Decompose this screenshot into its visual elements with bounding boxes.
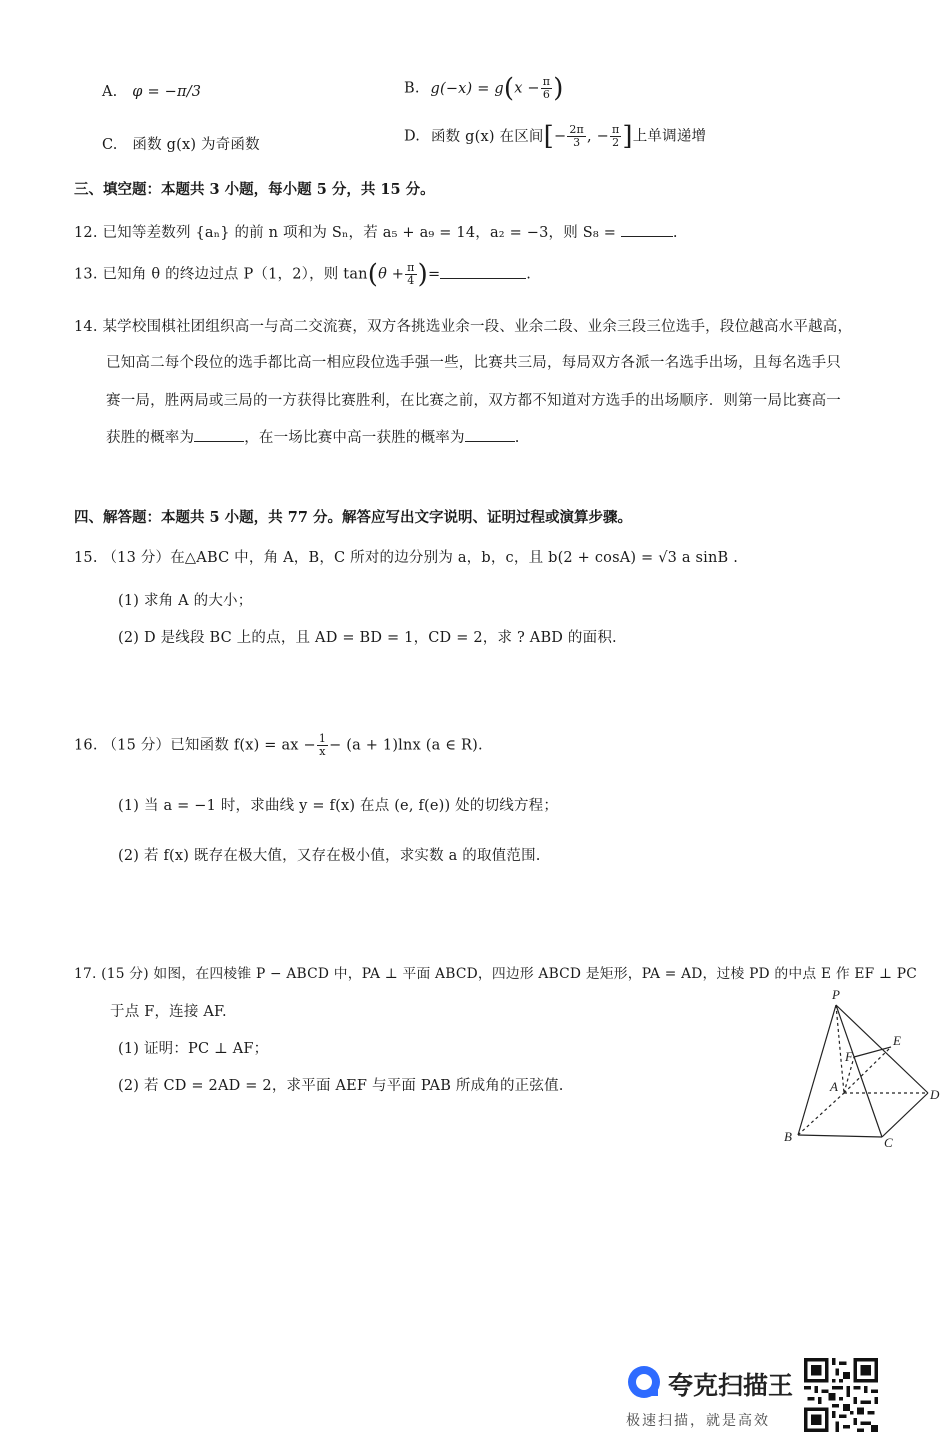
option-b: B. g(−x) = g(x − $\frac{\pi}{6}$ ): [404, 73, 564, 104]
option-d-frac1-den: 3: [573, 136, 581, 149]
question-14-text-4b: ，在一场比赛中高一获胜的概率为: [244, 430, 465, 446]
answer-blank[interactable]: [194, 429, 244, 442]
option-c-text: 函数 g(x) 为奇函数: [132, 137, 260, 153]
question-16-frac-den: x: [319, 745, 326, 758]
question-14-line-1: [74, 315, 852, 336]
question-16-part-1: (1) 当 a = −1 时，求曲线 y = f(x) 在点 (e, f(e)) 处的切线方程；: [118, 798, 559, 814]
question-16-text-post: − (a + 1)lnx (a ∈ R).: [329, 737, 483, 754]
option-b-lhs: g(−x) = g: [430, 80, 504, 97]
question-13-equals: =: [427, 266, 441, 283]
question-16-head: [74, 733, 483, 758]
label-b: B: [784, 1129, 792, 1144]
question-17-part-1: (1) 证明：PC ⊥ AF；: [118, 1041, 269, 1057]
answer-blank[interactable]: [621, 224, 673, 237]
option-c: [102, 133, 260, 154]
scanner-logo-icon: [626, 1364, 662, 1400]
option-b-inner: x −: [514, 80, 540, 97]
question-14-text-4c: .: [514, 430, 520, 446]
label-a: A: [830, 1079, 838, 1094]
option-a: [102, 84, 201, 100]
question-15-part-2: (2) D 是线段 BC 上的点，且 AD = BD = 1，CD = 2，求 ? ABD 的面积.: [118, 630, 617, 646]
answer-blank[interactable]: [440, 266, 526, 279]
question-12: [74, 221, 678, 242]
question-14-text-4a: 获胜的概率为: [106, 430, 195, 446]
question-14-number: 14.: [74, 319, 98, 335]
question-14-line-2: 已知高二每个段位的选手都比高一相应段位选手强一些，比赛共三局，每局双方各派一名选手出场，且每名选手只: [106, 355, 841, 371]
label-e: E: [893, 1033, 901, 1048]
question-15-head: 15. （13 分）在△ABC 中，角 A，B，C 所对的边分别为 a，b，c，且 b(2 + cosA) = √3 a sinB .: [74, 550, 739, 566]
option-d: D. 函数 g(x) 在区间[− $\frac{2\pi}{3}$ , − $\frac{\pi}{2}$ ]上单调递增: [404, 121, 707, 152]
option-b-frac-den: 6: [542, 88, 551, 101]
question-17-part-2: (2) 若 CD = 2AD = 2，求平面 AEF 与平面 PAB 所成角的正弦值.: [118, 1078, 564, 1094]
question-14-line-4: [106, 426, 520, 447]
question-13-frac-num: π: [407, 261, 415, 274]
qr-code-icon: [804, 1358, 878, 1432]
question-16-part-2: (2) 若 f(x) 既存在极大值，又存在极小值，求实数 a 的取值范围.: [118, 848, 541, 864]
section-3-title: 三、填空题：本题共 3 小题，每小题 5 分，共 15 分。: [74, 181, 435, 198]
question-13-inner: θ +: [378, 266, 405, 283]
label-d: D: [930, 1087, 940, 1102]
question-16-text-pre: 16. （15 分）已知函数 f(x) = ax −: [74, 737, 316, 754]
edge-pc: [836, 1005, 882, 1137]
question-12-number: 12.: [74, 225, 98, 241]
edge-bc: [798, 1135, 882, 1137]
edge-ba: [798, 1093, 844, 1135]
option-b-frac-num: π: [542, 75, 551, 88]
question-17-line-2: 于点 F，连接 AF.: [110, 1004, 227, 1020]
answer-blank[interactable]: [465, 429, 515, 442]
question-14-text-1: 某学校围棋社团组织高一与高二交流赛，双方各挑选业余一段、业余二段、业余三段三位选手，段位越高水平越高，: [102, 319, 853, 335]
option-c-label: C.: [102, 137, 118, 153]
scanner-tagline: 极速扫描，就是高效: [626, 1413, 770, 1429]
option-d-label: D.: [404, 128, 421, 145]
question-13-number: 13.: [74, 266, 98, 283]
edge-cd: [882, 1093, 928, 1137]
question-12-text: 已知等差数列 {aₙ} 的前 n 项和为 Sₙ，若 a₅ + a₉ = 14，a₂ = −3，则 S₈ =: [102, 225, 617, 241]
question-16-frac-num: 1: [318, 732, 327, 745]
section-4-title: 四、解答题：本题共 5 小题，共 77 分。解答应写出文字说明、证明过程或演算步骤。: [74, 509, 632, 526]
option-a-text: φ = −π/3: [132, 84, 202, 100]
label-p: P: [832, 987, 840, 1002]
option-a-label: A.: [102, 84, 118, 100]
question-17-head: 17. (15 分) 如图，在四棱锥 P − ABCD 中，PA ⊥ 平面 ABCD，四边形 ABCD 是矩形，PA = AD，过棱 PD 的中点 E 作 EF ⊥ PC: [74, 966, 918, 982]
option-d-frac2-num: π: [611, 123, 620, 136]
option-d-text-post: 上单调递增: [632, 128, 707, 145]
pyramid-figure: [770, 985, 950, 1155]
question-14-line-3: 赛一局，胜两局或三局的一方获得比赛胜利，在比赛之前，双方都不知道对方选手的出场顺序．则第一局比赛高一: [106, 393, 841, 409]
scanner-brand-name: 夸克扫描王: [668, 1371, 794, 1400]
question-13: 13. 已知角 θ 的终边过点 P（1，2），则 tan(θ + $\frac{\pi}{4}$ )= .: [74, 259, 532, 290]
label-f: F: [845, 1049, 853, 1064]
question-15-part-1: (1) 求角 A 的大小；: [118, 593, 253, 609]
option-d-text: 函数 g(x) 在区间: [430, 128, 544, 145]
question-12-end: .: [672, 225, 678, 241]
option-b-label: B.: [404, 80, 420, 97]
edge-pb: [798, 1005, 836, 1135]
option-d-frac1-num: 2π: [569, 123, 584, 136]
question-13-end: .: [526, 266, 532, 283]
label-c: C: [884, 1135, 893, 1150]
question-13-text: 已知角 θ 的终边过点 P（1，2），则 tan: [102, 266, 368, 283]
option-d-frac2-den: 2: [612, 136, 620, 149]
question-13-frac-den: 4: [407, 274, 415, 287]
